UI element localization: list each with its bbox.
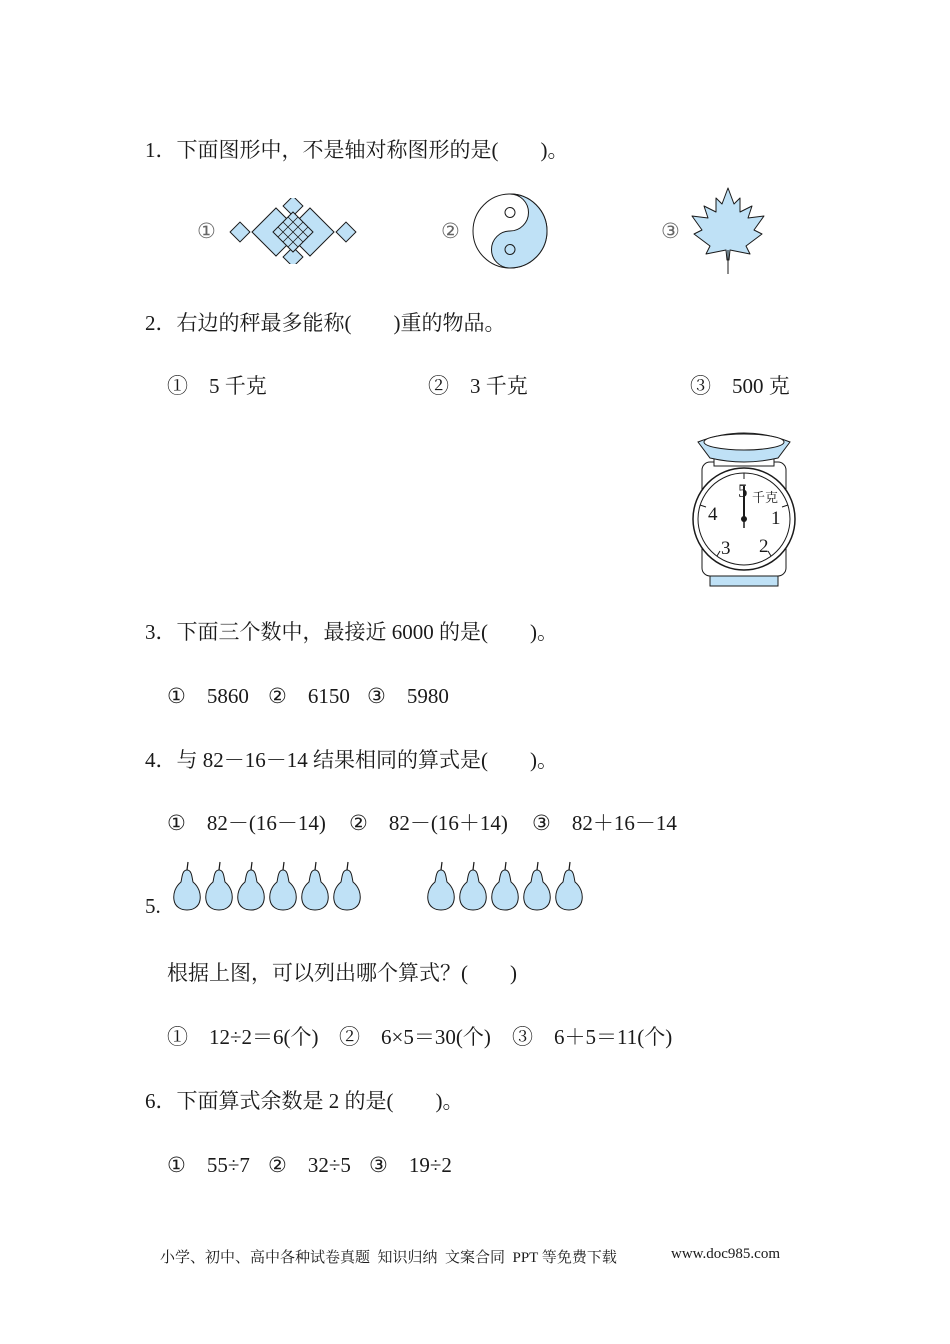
pear-icon — [460, 862, 486, 910]
q4-option-3: ③ 82＋16－14 — [532, 811, 677, 835]
q3-option-2: ② 6150 — [268, 684, 350, 708]
q5-question: 根据上图，可以列出哪个算式？( ) — [167, 961, 517, 985]
q1-label-2: ② — [441, 219, 460, 243]
scale-dial-4: 4 — [708, 504, 718, 525]
scale-dial-2: 2 — [759, 536, 769, 557]
q4-option-1: ① 82－(16－14) — [167, 811, 326, 835]
pear-group-2 — [426, 860, 586, 912]
q1-label-3: ③ — [661, 219, 680, 243]
pear-icon — [556, 862, 582, 910]
yin-yang-figure — [471, 192, 549, 270]
scale-dial-3: 3 — [721, 538, 731, 559]
pear-icon — [492, 862, 518, 910]
scale-dial-1: 1 — [771, 508, 781, 529]
pear-group-1 — [172, 860, 364, 912]
q5-option-1: ① 12÷2＝6(个) — [167, 1025, 319, 1049]
q5-option-3: ③ 6＋5＝11(个) — [512, 1025, 673, 1049]
q4-option-2: ② 82－(16＋14) — [349, 811, 508, 835]
q3-title: 3．下面三个数中，最接近 6000 的是( )。 — [145, 620, 558, 644]
q6-option-2: ② 32÷5 — [268, 1153, 351, 1177]
q1-label-1: ① — [197, 219, 216, 243]
endless-knot-figure — [228, 198, 358, 264]
scale-dial-unit: 千克 — [752, 490, 779, 505]
q6-option-1: ① 55÷7 — [167, 1153, 250, 1177]
q3-option-1: ① 5860 — [167, 684, 249, 708]
q2-option-2: ② 3 千克 — [428, 374, 528, 398]
kitchen-scale-figure — [688, 428, 800, 590]
q4-title: 4．与 82－16－14 结果相同的算式是( )。 — [145, 748, 558, 772]
footer-url[interactable]: www.doc985.com — [671, 1246, 781, 1262]
pear-icon — [270, 862, 296, 910]
q5-option-2: ② 6×5＝30(个) — [339, 1025, 491, 1049]
pear-icon — [428, 862, 454, 910]
scale-dial-5: 5 — [738, 481, 748, 502]
q2-option-1: ① 5 千克 — [167, 374, 267, 398]
pear-icon — [334, 862, 360, 910]
q6-option-3: ③ 19÷2 — [369, 1153, 452, 1177]
q6-title: 6．下面算式余数是 2 的是( )。 — [145, 1089, 464, 1113]
pear-icon — [302, 862, 328, 910]
footer-text: 小学、初中、高中各种试卷真题 知识归纳 文案合同 PPT 等免费下载 — [160, 1250, 617, 1266]
q1-title: 1．下面图形中，不是轴对称图形的是( )。 — [145, 138, 569, 162]
q5-number: 5. — [145, 894, 161, 918]
pear-icon — [238, 862, 264, 910]
pear-icon — [524, 862, 550, 910]
q3-option-3: ③ 5980 — [367, 684, 449, 708]
maple-leaf-figure — [688, 186, 768, 276]
q2-title: 2．右边的秤最多能称( )重的物品。 — [145, 311, 506, 335]
q2-option-3: ③ 500 克 — [690, 374, 790, 398]
pear-icon — [206, 862, 232, 910]
pear-icon — [174, 862, 200, 910]
